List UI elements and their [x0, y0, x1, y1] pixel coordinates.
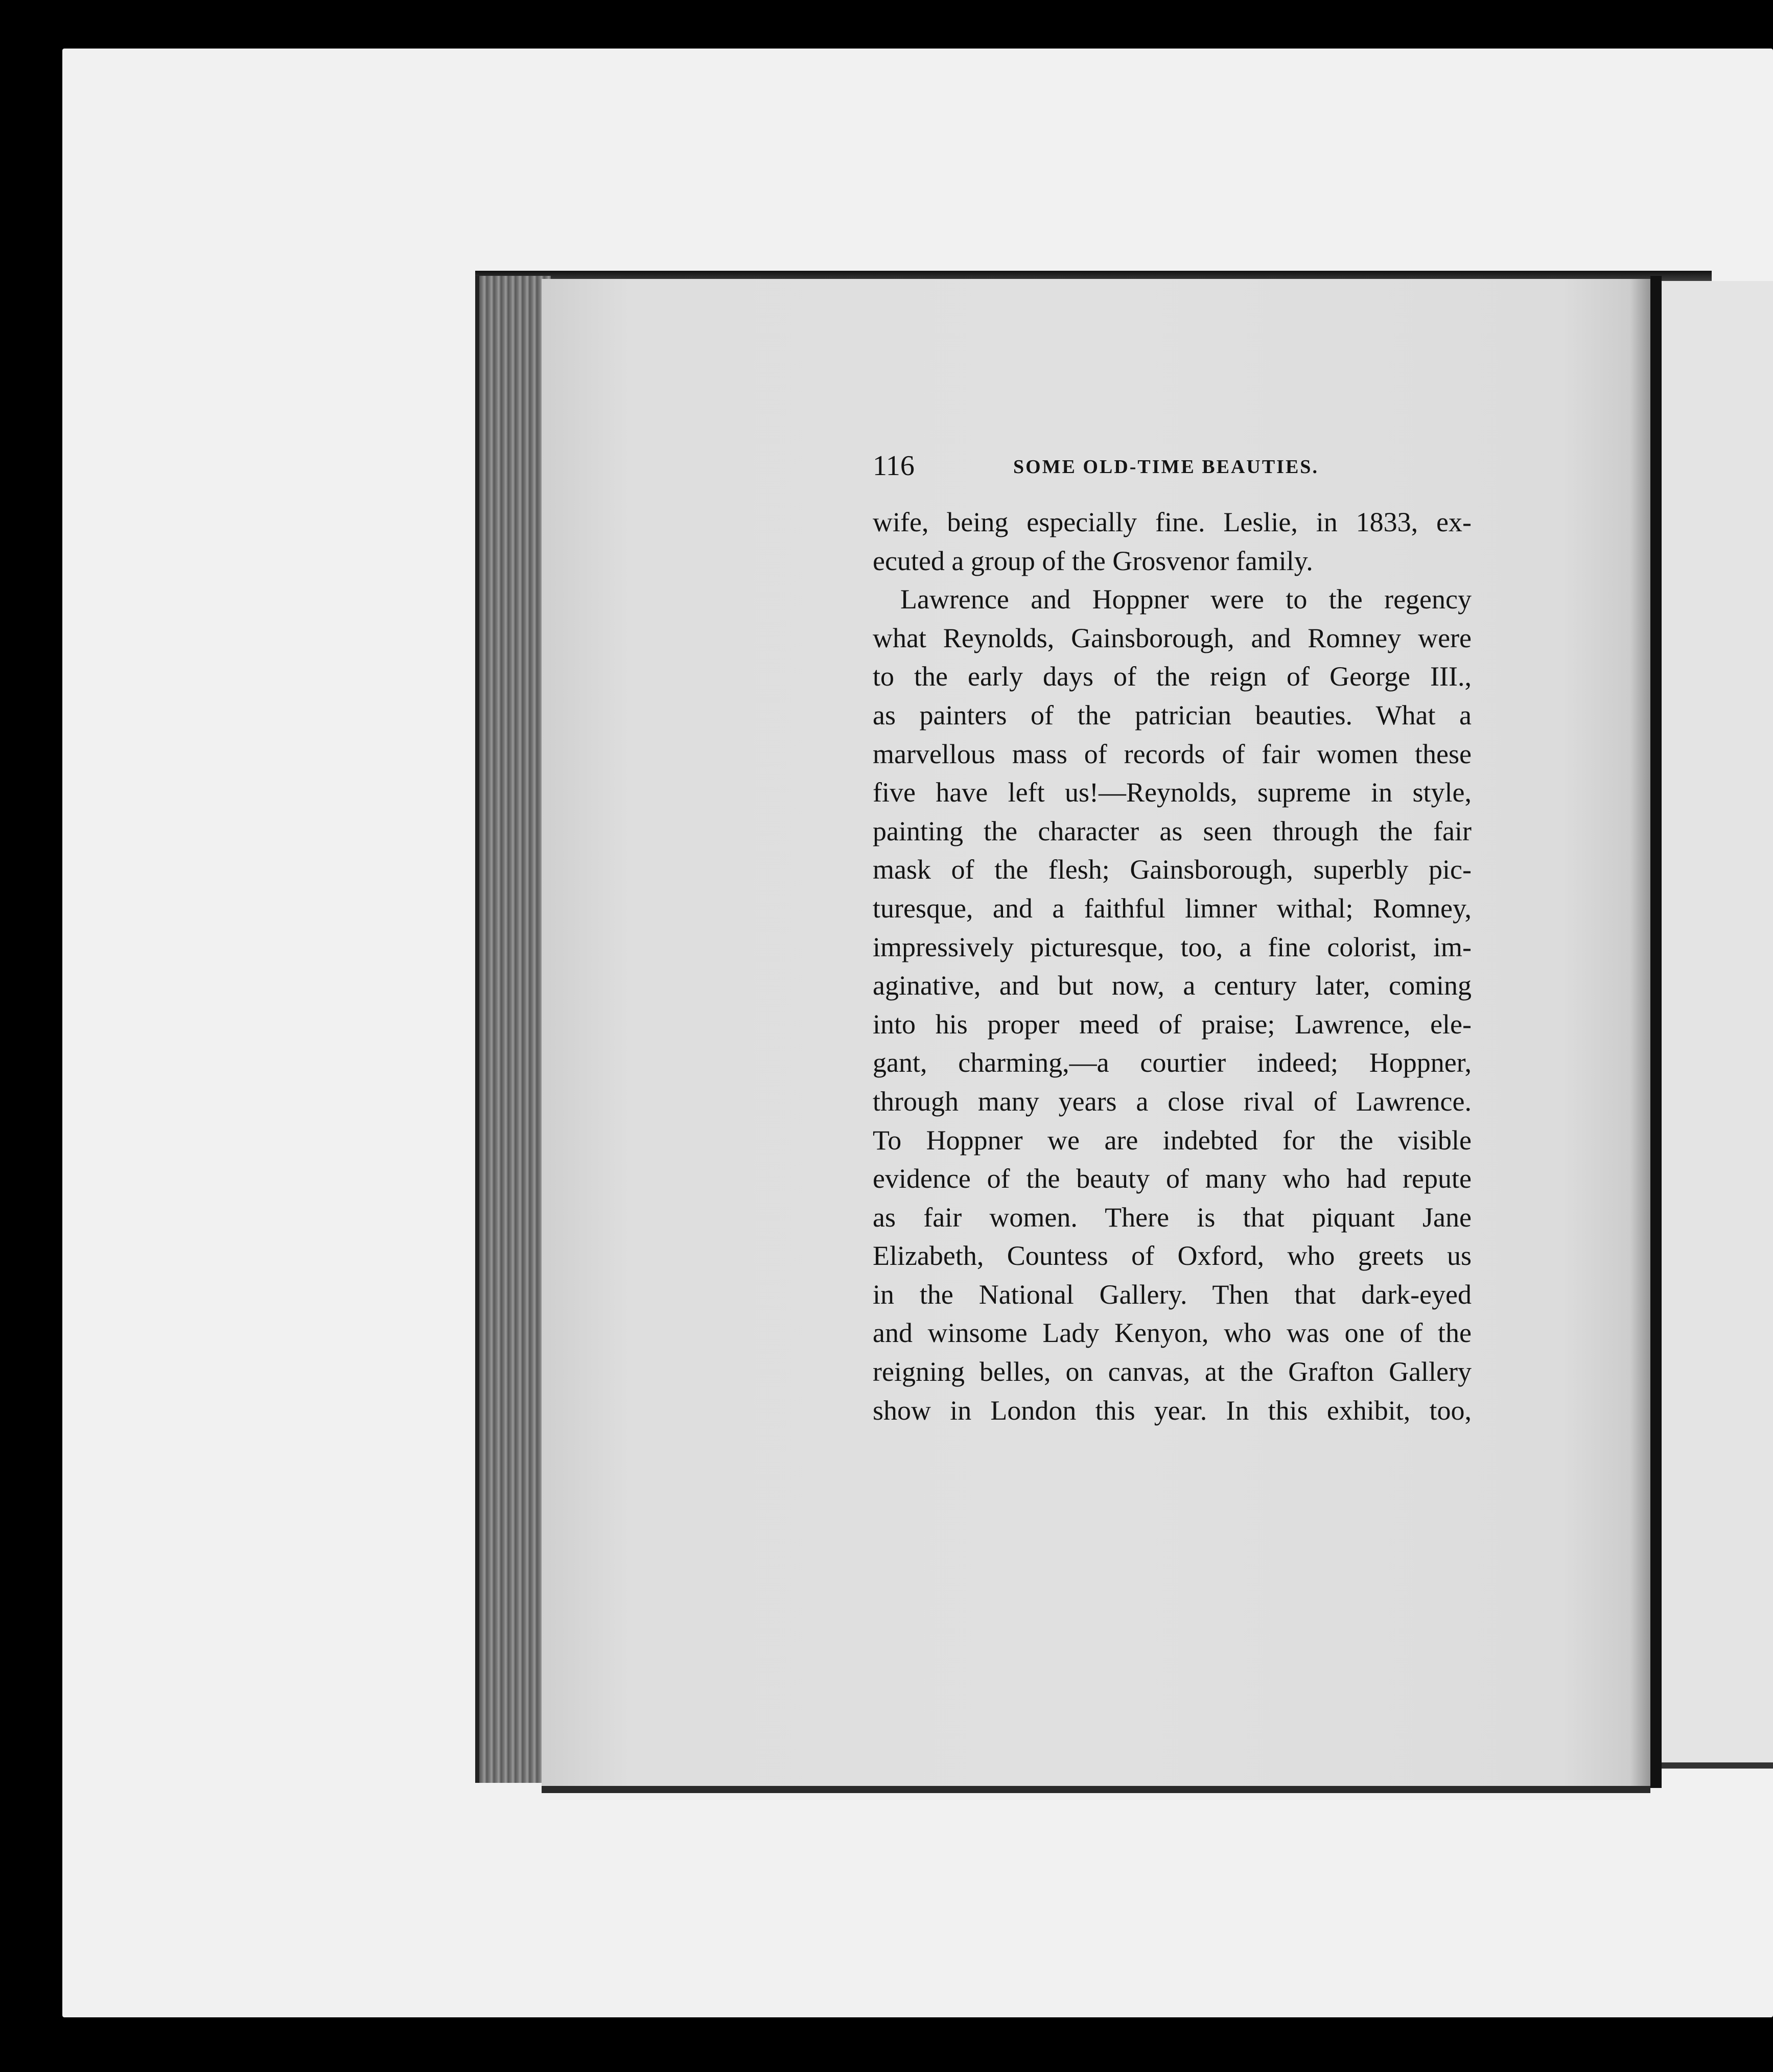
text-line: gant, charming,—a courtier indeed; Hoppner, — [873, 1047, 1472, 1078]
text-line: painting the character as seen through the fair — [873, 815, 1472, 846]
text-line: as painters of the patrician beauties. What a — [873, 699, 1472, 731]
text-line: To Hoppner we are indebted for the visible — [873, 1124, 1472, 1156]
text-line: five have left us!—Reynolds, supreme in style, — [873, 777, 1472, 808]
text-line: reigning belles, on canvas, at the Grafton Gallery — [873, 1356, 1472, 1387]
text-line: impressively picturesque, too, a fine colorist, im- — [873, 931, 1472, 962]
text-line: into his proper meed of praise; Lawrence, ele- — [873, 1008, 1472, 1040]
text-line: wife, being especially fine. Leslie, in 1833, ex- — [873, 507, 1472, 537]
text-line: aginative, and but now, a century later, coming — [873, 970, 1472, 1001]
page-number: 116 — [873, 450, 915, 482]
text-line: turesque, and a faithful limner withal; Romney, — [873, 892, 1472, 924]
text-line: ecuted a group of the Grosvenor family. — [873, 545, 1313, 576]
text-line: and winsome Lady Kenyon, who was one of the — [873, 1317, 1472, 1349]
text-line: in the National Gallery. Then that dark-eyed — [873, 1279, 1472, 1310]
text-line: marvellous mass of records of fair women these — [873, 738, 1472, 769]
text-line: show in London this year. In this exhibit, too, — [873, 1395, 1472, 1426]
text-line: Lawrence and Hoppner were to the regency — [900, 584, 1472, 615]
gutter-shadow — [1630, 279, 1650, 1786]
text-line: what Reynolds, Gainsborough, and Romney were — [873, 622, 1472, 653]
book-gutter — [1650, 276, 1662, 1788]
body-text — [873, 503, 1472, 1430]
page-edges — [475, 276, 551, 1783]
running-title: SOME OLD-TIME BEAUTIES. — [1013, 456, 1319, 478]
facing-page — [1662, 281, 1773, 1769]
text-line: as fair women. There is that piquant Jane — [873, 1202, 1472, 1233]
text-line: evidence of the beauty of many who had repute — [873, 1163, 1472, 1194]
text-line: mask of the flesh; Gainsborough, superbly pic- — [873, 854, 1472, 885]
text-line: Elizabeth, Countess of Oxford, who greets us — [873, 1240, 1472, 1272]
text-line: to the early days of the reign of George III., — [873, 661, 1472, 692]
text-line: through many years a close rival of Lawrence. — [873, 1086, 1472, 1117]
